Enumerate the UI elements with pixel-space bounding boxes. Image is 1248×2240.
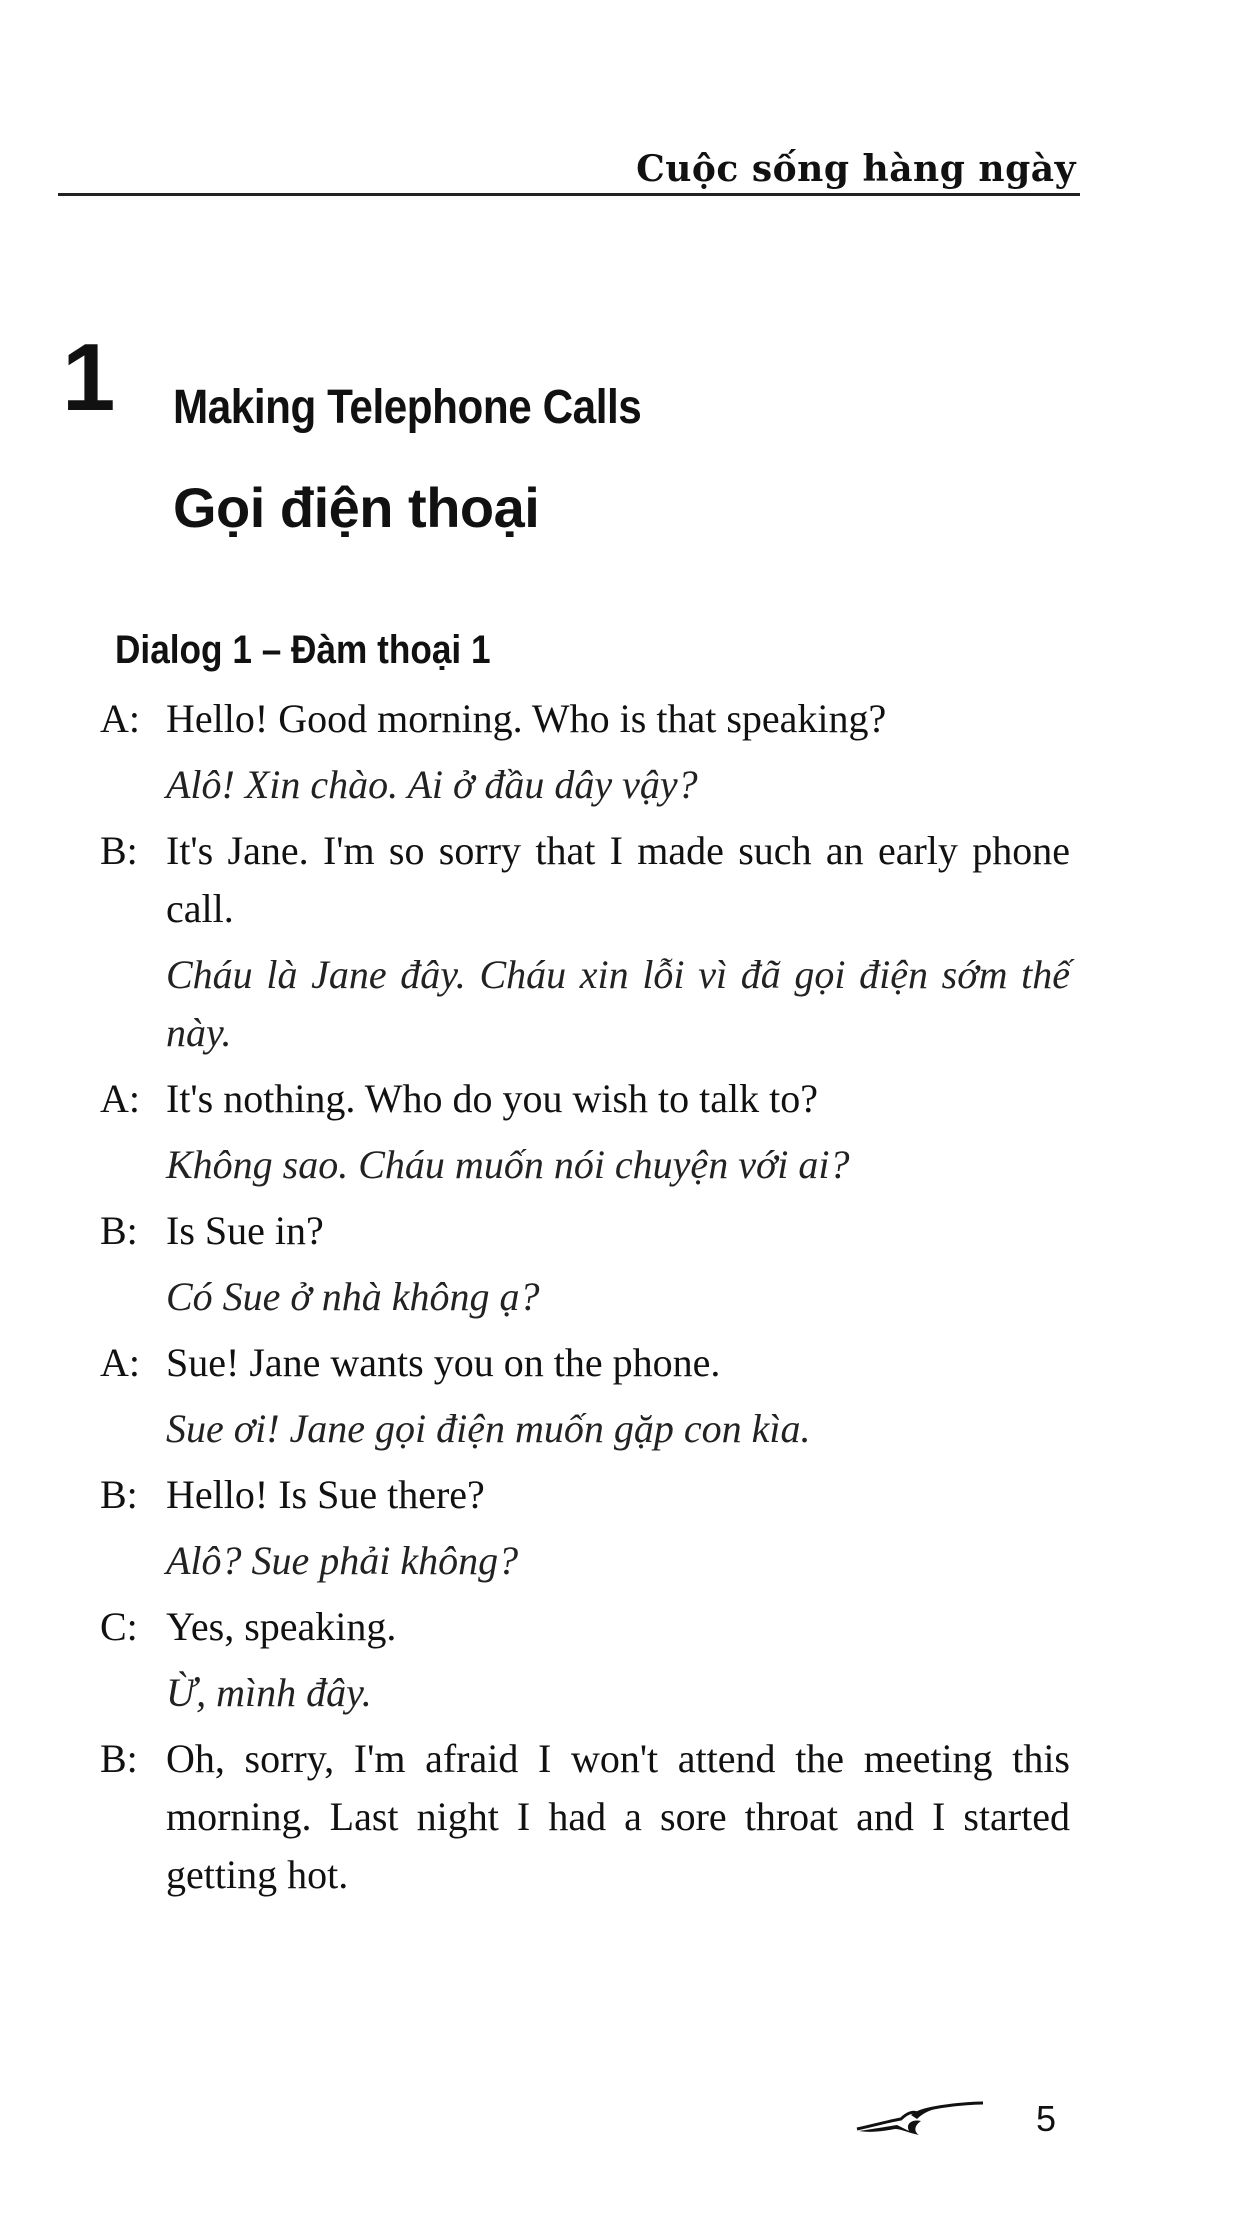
- dialog-line: [100, 1070, 1070, 1128]
- dialog-line: [100, 1202, 1070, 1260]
- dialog-heading: Dialog 1 – Đàm thoại 1: [115, 628, 491, 672]
- dialog-line: [100, 1598, 1070, 1656]
- line-translation: Ừ, mình đây.: [166, 1670, 372, 1715]
- speaker-label: A:: [100, 1340, 140, 1385]
- speaker-label: C:: [100, 1604, 138, 1649]
- line-text: It's Jane. I'm so sorry that I made such an early phone call.: [166, 828, 1070, 931]
- line-text: Is Sue in?: [166, 1208, 324, 1253]
- dialog-exchange: [100, 1730, 1070, 1904]
- dialog-line: [100, 1334, 1070, 1392]
- header-rule: [58, 193, 1080, 196]
- line-text: Oh, sorry, I'm afraid I won't attend the meeting this morning. Last night I had a sore throat and I started getting hot.: [166, 1736, 1070, 1897]
- speaker-label: B:: [100, 1736, 138, 1781]
- dialog-exchange: [100, 690, 1070, 814]
- dialog-exchange: [100, 1070, 1070, 1194]
- dialog-body: [100, 690, 1070, 1912]
- dialog-line: [100, 1466, 1070, 1524]
- line-text: Hello! Good morning. Who is that speaking?: [166, 696, 887, 741]
- flying-bird-ornament-icon: [855, 2095, 985, 2145]
- speaker-label: B:: [100, 1208, 138, 1253]
- chapter-title-english: Making Telephone Calls: [173, 381, 642, 434]
- speaker-label: B:: [100, 1472, 138, 1517]
- dialog-exchange: [100, 1598, 1070, 1722]
- dialog-exchange: [100, 1466, 1070, 1590]
- line-text: Sue! Jane wants you on the phone.: [166, 1340, 721, 1385]
- line-translation: Có Sue ở nhà không ạ?: [166, 1274, 540, 1319]
- dialog-line: [100, 822, 1070, 938]
- chapter-number: 1: [62, 324, 116, 431]
- page-number: 5: [1036, 2098, 1057, 2139]
- dialog-exchange: [100, 1202, 1070, 1326]
- dialog-exchange: [100, 822, 1070, 1062]
- line-translation: Alô? Sue phải không?: [166, 1538, 519, 1583]
- speaker-label: A:: [100, 696, 140, 741]
- line-translation: Alô! Xin chào. Ai ở đầu dây vậy?: [166, 762, 698, 807]
- line-translation: Sue ơi! Jane gọi điện muốn gặp con kìa.: [166, 1406, 811, 1451]
- running-header-title: Cuộc sống hàng ngày: [636, 148, 1076, 190]
- chapter-title-vietnamese: Gọi điện thoại: [173, 476, 540, 539]
- speaker-label: B:: [100, 828, 138, 873]
- line-text: Yes, speaking.: [166, 1604, 397, 1649]
- dialog-line: [100, 690, 1070, 748]
- line-translation: Không sao. Cháu muốn nói chuyện với ai?: [166, 1142, 850, 1187]
- speaker-label: A:: [100, 1076, 140, 1121]
- line-translation: Cháu là Jane đây. Cháu xin lỗi vì đã gọi điện sớm thế này.: [166, 952, 1070, 1055]
- dialog-line: [100, 1730, 1070, 1904]
- line-text: It's nothing. Who do you wish to talk to?: [166, 1076, 818, 1121]
- dialog-exchange: [100, 1334, 1070, 1458]
- line-text: Hello! Is Sue there?: [166, 1472, 485, 1517]
